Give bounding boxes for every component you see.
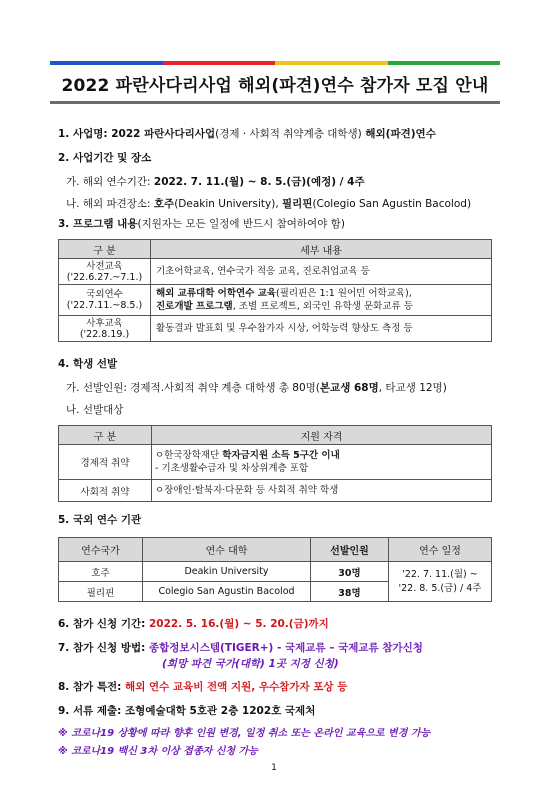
count-cell: 38명 (311, 582, 389, 602)
count-cell: 30명 (311, 562, 389, 582)
column-header: 세부 내용 (151, 240, 492, 259)
university-cell: Deakin University (143, 562, 311, 582)
section-8 (58, 679, 347, 694)
section-7 (58, 640, 423, 655)
table-header-row (59, 426, 492, 445)
location-australia-univ: (Deakin University), (174, 198, 282, 210)
eligibility-type: 사회적 취약 (59, 480, 152, 502)
schedule-cell (389, 562, 492, 602)
program-name: 사전교육 (86, 260, 123, 272)
column-header: 연수국가 (59, 538, 143, 562)
quota-label: 가. 선발인원: 경제적.사회적 취약 계층 대학생 총 80명( (66, 382, 320, 394)
title-divider (50, 101, 500, 104)
eligibility-bold: 학자금지원 소득 5구간 이내 (222, 450, 340, 461)
table-row (59, 285, 492, 316)
application-method: 종합정보시스템(TIGER+) - 국제교류 – 국제교류 참가신청 (148, 642, 423, 654)
section-3 (58, 216, 345, 231)
section-5-heading: 5. 국외 연수 기관 (58, 514, 142, 526)
location-australia: 호주 (153, 198, 175, 210)
page-title: 2022 파란사다리사업 해외(파견)연수 참가자 모집 안내 (61, 76, 489, 96)
program-detail-text: , 조별 프로젝트, 외국인 유학생 문화교류 등 (232, 301, 413, 312)
schedule-end: '22. 8. 5.(금) / 4주 (398, 582, 482, 594)
quota-external: , 타교생 12명) (378, 382, 447, 394)
column-header: 연수 일정 (389, 538, 492, 562)
section-1 (58, 126, 436, 141)
location-line (66, 196, 471, 211)
program-detail-bold: 해외 교류대학 어학연수 교육 (156, 288, 277, 299)
eligibility-table (58, 425, 492, 502)
eligibility-text: - 기초생활수급자 및 차상위계층 포함 (155, 463, 309, 474)
program-detail: 기초어학교육, 연수국가 적응 교육, 진로취업교육 등 (151, 259, 492, 285)
period-label: 가. 해외 연수기간: (66, 176, 154, 188)
location-philippines-univ: (Colegio San Agustin Bacolod) (312, 198, 472, 210)
eligibility-detail: ㅇ장애인·탈북자·다문화 등 사회적 취약 학생 (152, 480, 492, 502)
section-6-label: 6. 참가 신청 기간: (58, 618, 149, 630)
table-row (59, 445, 492, 480)
country-cell: 필리핀 (59, 582, 143, 602)
country-cell: 호주 (59, 562, 143, 582)
section-1-end: 해외(파견)연수 (361, 128, 436, 140)
page-number: 1 (271, 763, 277, 773)
program-name-cell (59, 285, 151, 316)
color-bar-yellow (275, 61, 388, 65)
color-bar-green (388, 61, 501, 65)
section-3-note: (지원자는 모든 일정에 반드시 참여하여야 함) (137, 218, 345, 230)
program-name-cell (59, 259, 151, 285)
program-detail: 활동결과 발표회 및 우수참가자 시상, 어학능력 향상도 측정 등 (151, 316, 492, 342)
section-8-label: 8. 참가 특전: (58, 681, 126, 693)
program-name: 국외연수 (86, 289, 123, 300)
vaccine-note: ※ 코로나19 백신 3차 이상 접종자 신청 가능 (58, 746, 258, 757)
program-detail-bold: 진로개발 프로그램 (156, 301, 233, 312)
application-period: 2022. 5. 16.(월) ~ 5. 20.(금)까지 (148, 618, 329, 630)
program-detail-text: (필리핀은 1:1 원어민 어학교육), (276, 288, 412, 299)
location-philippines: 필리핀 (282, 198, 313, 210)
table-row (59, 259, 492, 285)
table-row (59, 480, 492, 502)
program-date: ('22.8.19.) (79, 328, 130, 340)
color-bar-red (163, 61, 276, 65)
section-1-target: (경제 · 사회적 취약계층 대학생) (215, 128, 362, 140)
section-9: 9. 서류 제출: 조형예술대학 5호관 2층 1202호 국제처 (58, 705, 316, 717)
table-header-row (59, 240, 492, 259)
quota-line (66, 380, 447, 395)
header-color-bar (50, 61, 500, 65)
table-row (59, 562, 492, 582)
covid-note: ※ 코로나19 상황에 따라 향후 인원 변경, 일정 취소 또는 온라인 교육으로 변경 가능 (58, 728, 431, 739)
section-4-heading: 4. 학생 선발 (58, 358, 118, 370)
section-1-label: 1. 사업명: 2022 파란사다리사업 (58, 128, 216, 140)
eligibility-detail (152, 445, 492, 480)
institution-table (58, 537, 492, 602)
column-header: 구 분 (59, 426, 152, 445)
section-3-label: 3. 프로그램 내용 (58, 218, 138, 230)
program-detail (151, 285, 492, 316)
eligibility-type: 경제적 취약 (59, 445, 152, 480)
period-line (66, 174, 365, 189)
color-bar-blue (50, 61, 163, 65)
program-date: ('22.7.11.~8.5.) (66, 300, 143, 311)
program-date: ('22.6.27.~7.1.) (66, 271, 143, 283)
section-2-heading: 2. 사업기간 및 장소 (58, 152, 152, 164)
application-method-note: (희망 파견 국가(대학) 1곳 지정 신청) (162, 658, 339, 670)
program-name-cell (59, 316, 151, 342)
table-header-row (59, 538, 492, 562)
column-header: 지원 자격 (152, 426, 492, 445)
university-cell: Colegio San Agustin Bacolod (143, 582, 311, 602)
schedule-start: '22. 7. 11.(월) ~ (402, 568, 478, 580)
column-header: 선발인원 (311, 538, 389, 562)
section-6 (58, 616, 329, 631)
quota-internal: 본교생 68명 (319, 382, 379, 394)
section-7-label: 7. 참가 신청 방법: (58, 642, 149, 654)
benefits: 해외 연수 교육비 전액 지원, 우수참가자 포상 등 (125, 681, 348, 693)
column-header: 구 분 (59, 240, 151, 259)
period-value: 2022. 7. 11.(월) ~ 8. 5.(금)(예정) / 4주 (153, 176, 365, 188)
location-label: 나. 해외 파견장소: (66, 198, 154, 210)
table-row (59, 316, 492, 342)
program-name: 사후교육 (86, 317, 123, 329)
eligibility-text: ㅇ한국장학재단 (155, 450, 223, 461)
eligibility-label: 나. 선발대상 (66, 404, 124, 416)
column-header: 연수 대학 (143, 538, 311, 562)
program-table (58, 239, 492, 342)
